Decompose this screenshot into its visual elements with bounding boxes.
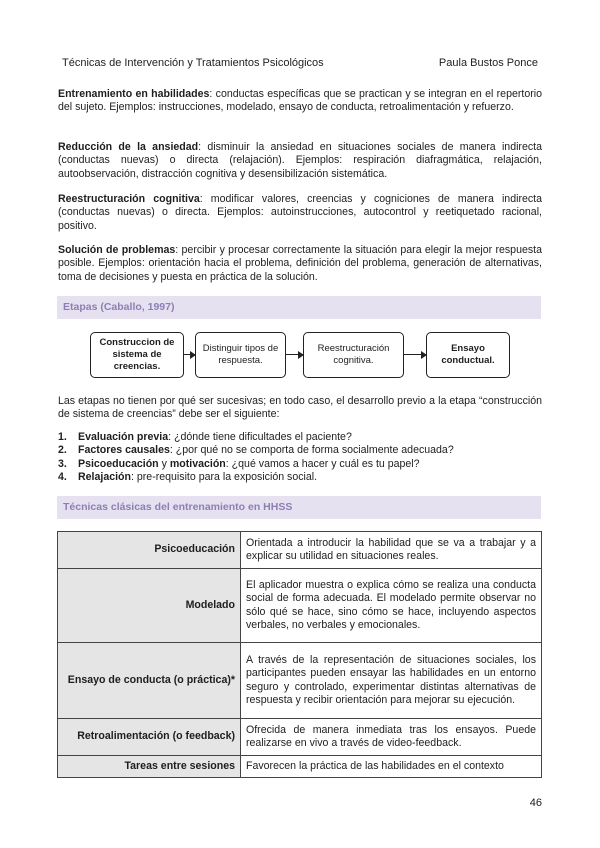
technique-label: Modelado [58,569,241,643]
list-item [58,458,538,471]
item-term: Psicoeducación [78,457,159,470]
list-item [58,431,538,444]
term: Reducción de la ansiedad [58,141,199,153]
term: Entrenamiento en habilidades [58,88,210,100]
header-author: Paula Bustos Ponce [438,57,538,69]
technique-description: El aplicador muestra o explica cómo se realiza una conducta social de forma adecuada. El modelado permite observar no sólo qué se hace, sino cómo se hace, incluyendo aspectos verbales, no verbales y emocionales. [241,569,542,643]
item-text: : ¿dónde tiene dificultades el paciente? [168,431,352,443]
page-number: 46 [529,797,542,809]
item-number: 1. [58,431,67,443]
item-number: 3. [58,457,67,470]
technique-description: Orientada a introducir la habilidad que se va a trabajar y a explicar su utilidad en situaciones reales. [241,532,542,569]
item-text: : ¿por qué no se comporta de forma socialmente adecuada? [169,444,454,457]
item-text: : pre-requisito para la exposición social. [131,471,318,484]
header-course-title: Técnicas de Intervención y Tratamientos Psicológicos [62,57,324,69]
item-term: Relajación [78,471,131,484]
paragraph-cognitive-restructuring [58,193,542,233]
item-number: 4. [58,471,67,484]
definition: : modificar valores, creencias y cogniciones de manera indirecta (conductas nuevas) o directa. Ejemplos: autoinstrucciones, autocontrol y reetiquetado racional, positivo. [58,193,542,232]
technique-label: Tareas entre sesiones [58,756,241,778]
list-item [58,471,538,484]
item-text: : ¿qué vamos a hacer y cuál es tu papel? [225,457,420,470]
technique-description: A través de la representación de situaciones sociales, los participantes pueden ensayar las habilidades en un entorno seguro y controlado, experimentar distintas alternativas de respuesta y recibir orientación para mejorar su ejecución. [241,643,542,719]
item-term: Factores causales [78,444,170,457]
technique-label: Psicoeducación [58,532,241,569]
stages-heading: Etapas (Caballo, 1997) [57,296,541,319]
techniques-heading: Técnicas clásicas del entrenamiento en HHSS [57,496,541,519]
paragraph-skills-training [58,88,542,115]
definition: : conductas específicas que se practican y se integran en el repertorio del sujeto. Ejemplos: instrucciones, modelado, ensayo de conducta, retroalimentación y refuerzo. [58,88,542,114]
item-number: 2. [58,444,67,457]
stages-flow-diagram [90,328,510,382]
flow-step-beliefs: Construccion de sistema de creencias. [90,332,184,378]
item-term-2: motivación [169,457,226,470]
flow-arrow [404,354,426,355]
technique-label: Retroalimentación (o feedback) [58,719,241,756]
table-row [58,719,542,756]
flow-arrow [184,354,195,355]
table-row [58,756,542,778]
stages-note: Las etapas no tienen por qué ser sucesivas; en todo caso, el desarrollo previo a la etapa “construcción de sistema de creencias” debe ser el siguiente: [58,395,542,421]
technique-label: Ensayo de conducta (o práctica)* [58,643,241,719]
list-item [58,444,538,457]
flow-step-behavioral-rehearsal: Ensayo conductual. [426,332,510,378]
item-term: Evaluación previa [78,431,169,443]
definition: : percibir y procesar correctamente la situación para elegir la mejor respuesta posible. Ejemplos: orientación hacia el problema, definición del problema, generación de alternativas, toma de decisiones y puesta en práctica de la solución. [58,244,542,283]
flow-step-response-types: Distinguir tipos de respuesta. [195,332,286,378]
table-row [58,569,542,643]
term: Reestructuración cognitiva [58,193,200,205]
paragraph-anxiety-reduction [58,141,542,181]
table-row [58,643,542,719]
table-row [58,532,542,569]
paragraph-problem-solving [58,244,542,284]
term: Solución de problemas [58,244,176,256]
prerequisite-steps-list [58,431,538,485]
definition: : disminuir la ansiedad en situaciones sociales de manera indirecta (conductas nuevas) o directa (relajación). Ejemplos: respiración diafragmática, relajación, autoobservación, distracción cognitiva y desensibilización sistemática. [58,141,542,180]
techniques-table [57,531,542,778]
item-connector: y [158,457,170,470]
technique-description: Ofrecida de manera inmediata tras los ensayos. Puede realizarse en vivo a través de video-feedback. [241,719,542,756]
flow-arrow [286,354,303,355]
flow-step-restructuring: Reestructuración cognitiva. [303,332,404,378]
page-header [62,57,538,70]
technique-description: Favorecen la práctica de las habilidades en el contexto [241,756,542,778]
